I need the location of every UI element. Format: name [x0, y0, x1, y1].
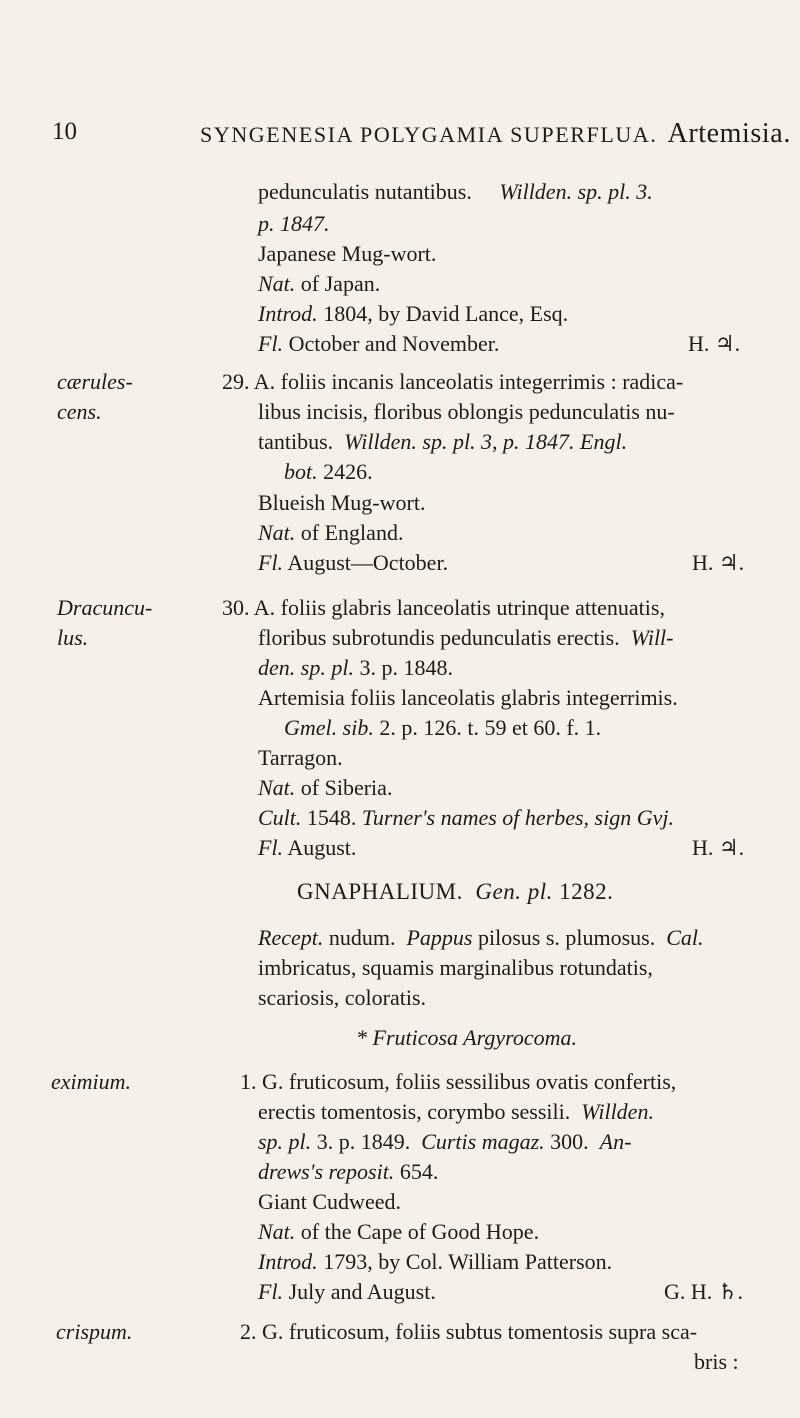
- species-epithet: crispum.: [56, 1319, 133, 1344]
- habit: H. ♃.: [688, 331, 741, 356]
- habit: G. H. ♄.: [664, 1279, 743, 1304]
- text-line: Nat. of England.: [258, 520, 404, 545]
- species-epithet: Dracuncu-: [57, 595, 153, 620]
- text-line: tantibus. Willden. sp. pl. 3, p. 1847. Engl.: [258, 429, 628, 454]
- text-line: libus incisis, floribus oblongis pedunculatis nu-: [258, 399, 675, 424]
- common-name: Giant Cudweed.: [258, 1189, 401, 1214]
- section-heading: * Fruticosa Argyrocoma.: [356, 1025, 577, 1050]
- text-line: bot. 2426.: [284, 459, 373, 484]
- common-name: Tarragon.: [258, 745, 343, 770]
- running-header: [52, 118, 791, 158]
- text-line: Nat. of Japan.: [258, 271, 381, 296]
- habit: H. ♃.: [692, 550, 745, 575]
- text-line: Introd. 1804, by David Lance, Esq.: [258, 301, 569, 326]
- habit: H. ♃.: [692, 835, 745, 860]
- text-line: Fl. July and August.: [258, 1279, 436, 1304]
- genus-description: scariosis, coloratis.: [258, 985, 427, 1010]
- text-line: Artemisia foliis lanceolatis glabris integerrimis.: [258, 685, 678, 710]
- text-line: bris :: [694, 1349, 739, 1374]
- genus-description: imbricatus, squamis marginalibus rotundatis,: [258, 955, 653, 980]
- common-name: Blueish Mug-wort.: [258, 490, 426, 515]
- text-line: den. sp. pl. 3. p. 1848.: [258, 655, 453, 680]
- text-line: erectis tomentosis, corymbo sessili. Willden.: [258, 1099, 654, 1124]
- running-head: [200, 118, 791, 150]
- text-line: sp. pl. 3. p. 1849. Curtis magaz. 300. An-: [258, 1129, 632, 1154]
- text-line: Introd. 1793, by Col. William Patterson.: [258, 1249, 613, 1274]
- running-head-genus: Artemisia.: [667, 118, 791, 149]
- species-epithet: cens.: [57, 399, 102, 424]
- running-head-title: SYNGENESIA POLYGAMIA SUPERFLUA.: [200, 122, 658, 147]
- species-epithet: cærules-: [57, 369, 133, 394]
- text-line: 1. G. fruticosum, foliis sessilibus ovatis confertis,: [240, 1069, 677, 1094]
- common-name: Japanese Mug-wort.: [258, 241, 437, 266]
- text-line: 29. A. foliis incanis lanceolatis integerrimis : radica-: [222, 369, 684, 394]
- text-line: Gmel. sib. 2. p. 126. t. 59 et 60. f. 1.: [284, 715, 602, 740]
- text-line: Fl. October and November.: [258, 331, 500, 356]
- text-line: pedunculatis nutantibus. Willden. sp. pl. 3.: [258, 179, 653, 204]
- species-epithet: eximium.: [51, 1069, 132, 1094]
- text-line: drews's reposit. 654.: [258, 1159, 439, 1184]
- species-epithet: lus.: [57, 625, 89, 650]
- genus-heading: GNAPHALIUM. Gen. pl. 1282.: [297, 879, 614, 904]
- text-line: Nat. of Siberia.: [258, 775, 393, 800]
- text-line: 30. A. foliis glabris lanceolatis utrinque attenuatis,: [222, 595, 665, 620]
- page-number: 10: [52, 118, 77, 145]
- text-line: Nat. of the Cape of Good Hope.: [258, 1219, 540, 1244]
- text-line: Fl. August.: [258, 835, 357, 860]
- text-line: p. 1847.: [258, 211, 330, 236]
- text-line: Fl. August—October.: [258, 550, 449, 575]
- genus-description: Recept. nudum. Pappus pilosus s. plumosus. Cal.: [258, 925, 704, 950]
- text-line: Cult. 1548. Turner's names of herbes, sign Gvj.: [258, 805, 674, 830]
- text-line: 2. G. fruticosum, foliis subtus tomentosis supra sca-: [240, 1319, 698, 1344]
- text-line: floribus subrotundis pedunculatis erectis. Will-: [258, 625, 674, 650]
